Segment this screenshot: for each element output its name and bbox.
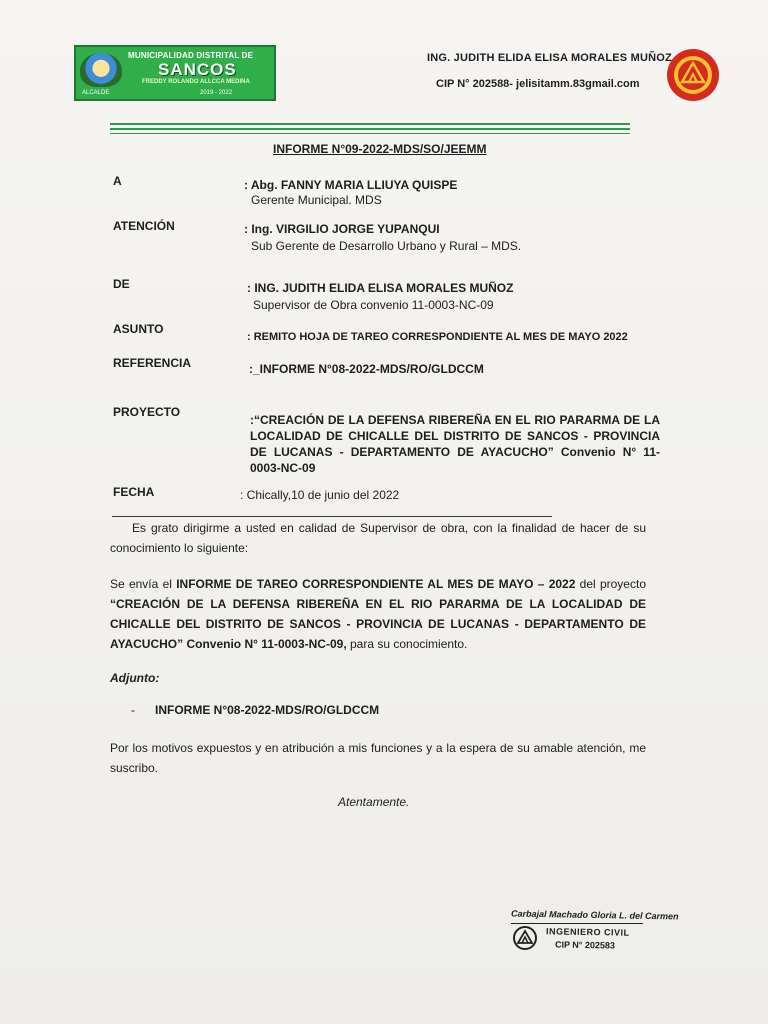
adjunto-item: INFORME N°08-2022-MDS/RO/GLDCCM xyxy=(155,703,380,717)
header-engineer-name: ING. JUDITH ELIDA ELISA MORALES MUÑOZ xyxy=(427,52,672,64)
municipality-logo xyxy=(74,45,276,101)
field-de-label: DE xyxy=(113,277,130,291)
intro-paragraph: Es grato dirigirme a usted en calidad de Supervisor de obra, con la finalidad de hacer de su conocimiento lo siguiente: xyxy=(110,521,646,555)
signature-role: INGENIERO CIVIL xyxy=(545,926,630,938)
field-a-label: A xyxy=(113,174,122,188)
main-paragraph-report: INFORME DE TAREO CORRESPONDIENTE AL MES DE MAYO – 2022 xyxy=(176,577,576,591)
main-paragraph-e: para su conocimiento. xyxy=(346,637,468,651)
field-asunto-value: : REMITO HOJA DE TAREO CORRESPONDIENTE AL MES DE MAYO 2022 xyxy=(247,331,628,343)
field-fecha-label: FECHA xyxy=(113,485,155,499)
header-rule-mid xyxy=(110,128,630,130)
logo-line4 xyxy=(80,90,272,100)
field-de-sub: Supervisor de Obra convenio 11-0003-NC-09 xyxy=(253,298,494,312)
logo-line1: MUNICIPALIDAD DISTRITAL DE xyxy=(128,51,254,60)
field-proyecto-label: PROYECTO xyxy=(113,405,181,419)
closing-paragraph: Por los motivos expuestos y en atribución a mis funciones y a la espera de su amable atención, me suscribo. xyxy=(110,741,646,775)
field-a-sub: Gerente Municipal. MDS xyxy=(251,193,382,207)
adjunto-label: Adjunto: xyxy=(110,671,160,685)
logo-line3: FREDDY ROLANDO ALLCCA MEDINA xyxy=(142,79,250,85)
signature-cip: CIP N° 202583 xyxy=(554,939,616,951)
field-de-value: : ING. JUDITH ELIDA ELISA MORALES MUÑOZ xyxy=(247,281,514,295)
fields-divider xyxy=(112,516,552,517)
main-paragraph xyxy=(110,574,646,654)
logo-line2: SANCOS xyxy=(158,60,237,79)
municipality-emblem-icon xyxy=(80,53,122,87)
signature-name: Carbajal Machado Gloria L. del Carmen xyxy=(510,908,679,922)
field-atencion-label: ATENCIÓN xyxy=(113,219,175,233)
main-paragraph-project: “CREACIÓN DE LA DEFENSA RIBEREÑA EN EL RIO PARARMA DE LA LOCALIDAD DE CHICALLE DEL DISTRITO DE SANCOS - PROVINCIA DE LUCANAS - DEPARTAMENTO DE AYACUCHO” Convenio N° 11-0003-NC-09, xyxy=(110,597,646,651)
engineering-college-seal-icon xyxy=(666,48,720,102)
field-proyecto-value: :“CREACIÓN DE LA DEFENSA RIBEREÑA EN EL RIO PARARMA DE LA LOCALIDAD DE CHICALLE DEL DISTRITO DE SANCOS - PROVINCIA DE LUCANAS - DEPARTAMENTO DE AYACUCHO” Convenio N° 11-0003-NC-09 xyxy=(250,413,660,475)
adjunto-bullet: - xyxy=(131,703,135,717)
field-fecha-value: : Chically,10 de junio del 2022 xyxy=(240,488,400,502)
field-atencion-value: : Ing. VIRGILIO JORGE YUPANQUI xyxy=(244,222,440,236)
header-rule-bottom xyxy=(110,133,630,134)
header-cip-email: CIP N° 202588- jelisitamm.83gmail.com xyxy=(436,78,640,90)
field-atencion-sub: Sub Gerente de Desarrollo Urbano y Rural – MDS. xyxy=(251,239,522,253)
document-title: INFORME N°09-2022-MDS/SO/JEEMM xyxy=(273,142,487,156)
main-paragraph-a: Se envía el xyxy=(110,577,177,591)
logo-period: 2019 - 2022 xyxy=(200,90,233,96)
field-referencia-label: REFERENCIA xyxy=(113,356,192,370)
closing-atentamente: Atentamente. xyxy=(338,795,410,809)
main-paragraph-c: del proyecto xyxy=(575,577,646,591)
field-asunto-label: ASUNTO xyxy=(113,322,164,336)
engineer-stamp-icon xyxy=(511,926,539,950)
logo-role: ALCALDE xyxy=(82,90,110,96)
field-a-value: : Abg. FANNY MARIA LLIUYA QUISPE xyxy=(244,178,458,192)
header-rule-top xyxy=(110,123,630,125)
signature-line xyxy=(511,923,643,924)
field-referencia-value: :_INFORME N°08-2022-MDS/RO/GLDCCM xyxy=(249,362,484,376)
